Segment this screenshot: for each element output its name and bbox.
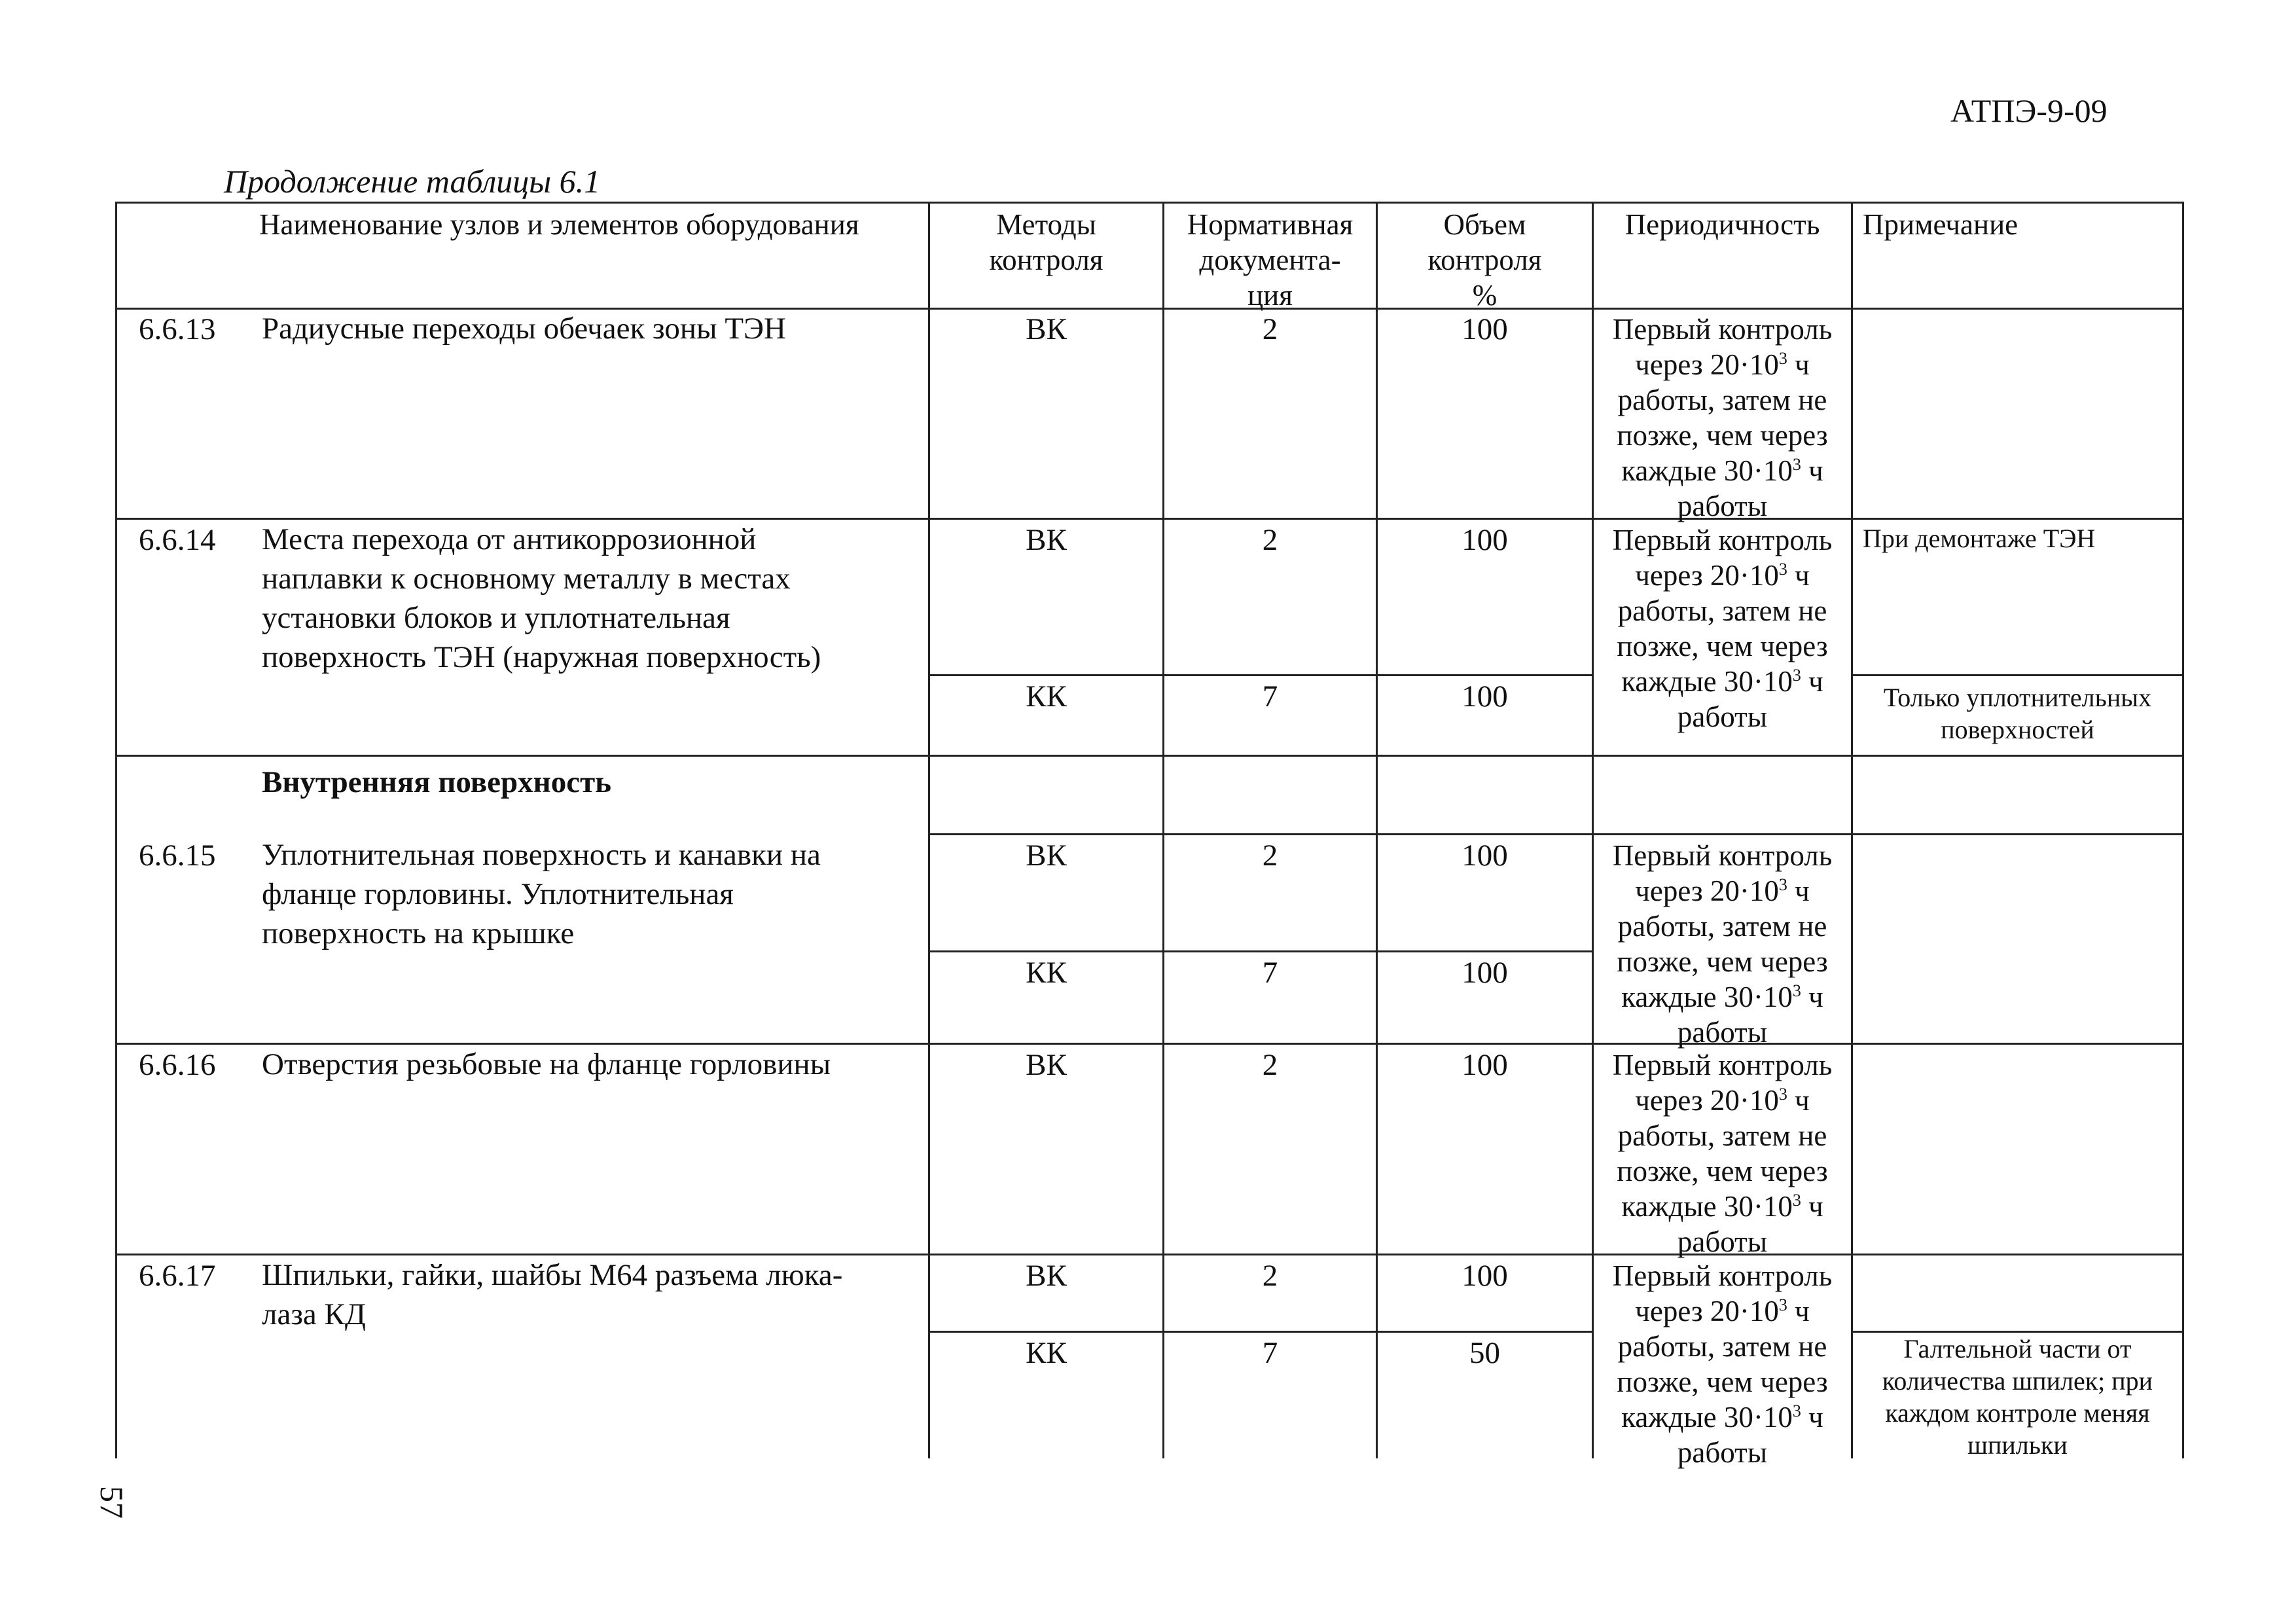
- period-line: Первый контроль: [1612, 839, 1833, 872]
- row-divider: [115, 755, 2184, 757]
- period-line: работы: [1677, 490, 1768, 522]
- period-line: каждые $30\cdot 10^3$ ч: [1621, 1401, 1823, 1434]
- row-number: 6.6.16: [139, 1048, 216, 1082]
- period-line: работы, затем не: [1617, 384, 1827, 416]
- periodicity-cell: [1594, 312, 1851, 524]
- row-name-line: фланце горловины. Уплотнительная: [262, 877, 734, 911]
- period-line: работы: [1677, 700, 1768, 733]
- column-divider: [1851, 202, 1853, 1458]
- note-line: поверхностей: [1941, 715, 2094, 744]
- header-name: Наименование узлов и элементов оборудования: [259, 208, 859, 241]
- period-line: каждые $30\cdot 10^3$ ч: [1621, 665, 1823, 698]
- periodicity-cell: [1594, 1258, 1851, 1470]
- table-caption: Продолжение таблицы 6.1: [224, 163, 601, 200]
- row-name: [262, 835, 923, 953]
- header-normative: [1164, 207, 1376, 313]
- section-heading: Внутренняя поверхность: [262, 765, 612, 799]
- row-name-line: лаза КД: [262, 1297, 366, 1331]
- header-volume-line: %: [1472, 279, 1498, 312]
- row-name-line: поверхность ТЭН (наружная поверхность): [262, 640, 821, 674]
- method-cell: ВК: [1026, 1259, 1067, 1293]
- period-line: Первый контроль: [1612, 313, 1833, 346]
- period-line: позже, чем через: [1617, 419, 1828, 452]
- period-line: через $20\cdot 10^3$ ч: [1635, 348, 1810, 381]
- header-methods: [930, 207, 1162, 278]
- period-line: через $20\cdot 10^3$ ч: [1635, 559, 1810, 592]
- period-line: Первый контроль: [1612, 1259, 1833, 1292]
- method-cell: КК: [1026, 1336, 1067, 1370]
- method-cell: ВК: [1026, 839, 1067, 873]
- row-name-line: установки блоков и уплотнательная: [262, 601, 730, 635]
- period-line: позже, чем через: [1617, 945, 1828, 978]
- note-line: Галтельной части от: [1903, 1334, 2132, 1363]
- row-name: [262, 520, 923, 677]
- page-number: 57: [94, 1486, 130, 1519]
- period-line: работы, затем не: [1617, 1119, 1827, 1152]
- row-name-line: Уплотнительная поверхность и канавки на: [262, 838, 821, 872]
- period-line: каждые $30\cdot 10^3$ ч: [1621, 1190, 1823, 1223]
- row-name-line: наплавки к основному металлу в местах: [262, 562, 791, 596]
- doc-cell: 2: [1262, 839, 1278, 873]
- period-line: работы, затем не: [1617, 910, 1827, 943]
- row-number: 6.6.13: [139, 312, 216, 346]
- note-cell: При демонтаже ТЭН: [1863, 524, 2096, 553]
- method-cell: ВК: [1026, 1048, 1067, 1082]
- periodicity-cell: [1594, 838, 1851, 1050]
- volume-cell: 100: [1462, 679, 1508, 713]
- header-methods-line: контроля: [989, 244, 1103, 276]
- note-line: каждом контроле меняя: [1885, 1398, 2150, 1428]
- note-cell: [1853, 1333, 2182, 1461]
- row-number: 6.6.14: [139, 523, 216, 557]
- table-border-right: [2182, 202, 2184, 1458]
- table-border-left: [115, 202, 117, 755]
- volume-cell: 100: [1462, 839, 1508, 873]
- inspection-table: [115, 202, 2184, 1469]
- period-line: через $20\cdot 10^3$ ч: [1635, 875, 1810, 907]
- row-name: Радиусные переходы обечаек зоны ТЭН: [262, 312, 786, 346]
- note-line: количества шпилек; при: [1882, 1366, 2153, 1396]
- period-line: работы: [1677, 1436, 1768, 1469]
- row-name: Отверстия резьбовые на фланце горловины: [262, 1047, 831, 1081]
- doc-cell: 2: [1262, 1048, 1278, 1082]
- row-name-line: Шпильки, гайки, шайбы М64 разъема люка-: [262, 1258, 843, 1292]
- doc-cell: 2: [1262, 523, 1278, 557]
- row-divider: [928, 833, 2184, 835]
- periodicity-cell: [1594, 522, 1851, 734]
- note-cell: [1853, 681, 2182, 746]
- header-normative-line: Нормативная: [1187, 208, 1354, 241]
- subrow-divider: [928, 674, 1593, 676]
- period-line: Первый контроль: [1612, 524, 1833, 556]
- volume-cell: 50: [1469, 1336, 1500, 1370]
- subrow-divider: [1851, 674, 2184, 676]
- doc-cell: 7: [1262, 956, 1278, 990]
- row-number: 6.6.17: [139, 1259, 216, 1293]
- header-methods-line: Методы: [996, 208, 1096, 241]
- header-volume: [1378, 207, 1592, 313]
- period-line: работы: [1677, 1225, 1768, 1258]
- row-number: 6.6.15: [139, 839, 216, 873]
- period-line: работы, затем не: [1617, 594, 1827, 627]
- volume-cell: 100: [1462, 1048, 1508, 1082]
- period-line: каждые $30\cdot 10^3$ ч: [1621, 981, 1823, 1013]
- period-line: каждые $30\cdot 10^3$ ч: [1621, 454, 1823, 487]
- note-line: Только уплотнительных: [1883, 683, 2152, 712]
- method-cell: ВК: [1026, 523, 1067, 557]
- row-name-line: Места перехода от антикоррозионной: [262, 522, 757, 556]
- volume-cell: 100: [1462, 312, 1508, 346]
- method-cell: ВК: [1026, 312, 1067, 346]
- header-volume-line: Объем: [1443, 208, 1526, 241]
- volume-cell: 100: [1462, 1259, 1508, 1293]
- doc-cell: 2: [1262, 312, 1278, 346]
- subrow-divider: [928, 1331, 1593, 1333]
- doc-cell: 7: [1262, 1336, 1278, 1370]
- note-line: шпильки: [1967, 1430, 2068, 1460]
- period-line: через $20\cdot 10^3$ ч: [1635, 1295, 1810, 1327]
- doc-cell: 2: [1262, 1259, 1278, 1293]
- header-normative-line: документа-: [1199, 244, 1341, 276]
- row-name-line: поверхность на крышке: [262, 916, 575, 950]
- period-line: Первый контроль: [1612, 1049, 1833, 1081]
- period-line: позже, чем через: [1617, 630, 1828, 662]
- periodicity-cell: [1594, 1047, 1851, 1259]
- subrow-divider: [928, 950, 1593, 952]
- method-cell: КК: [1026, 679, 1067, 713]
- header-normative-line: ция: [1247, 279, 1293, 312]
- header-periodicity: Периодичность: [1624, 208, 1820, 241]
- table-border-left: [115, 755, 117, 1458]
- volume-cell: 100: [1462, 523, 1508, 557]
- table-border-top: [115, 202, 2184, 204]
- period-line: позже, чем через: [1617, 1365, 1828, 1398]
- row-name: [262, 1255, 923, 1334]
- doc-cell: 7: [1262, 679, 1278, 713]
- period-line: работы, затем не: [1617, 1330, 1827, 1363]
- period-line: позже, чем через: [1617, 1155, 1828, 1187]
- period-line: работы: [1677, 1016, 1768, 1049]
- header-volume-line: контроля: [1427, 244, 1542, 276]
- method-cell: КК: [1026, 956, 1067, 990]
- document-code: АТПЭ-9-09: [1950, 92, 2108, 129]
- period-line: через $20\cdot 10^3$ ч: [1635, 1084, 1810, 1117]
- volume-cell: 100: [1462, 956, 1508, 990]
- header-note: Примечание: [1863, 208, 2018, 241]
